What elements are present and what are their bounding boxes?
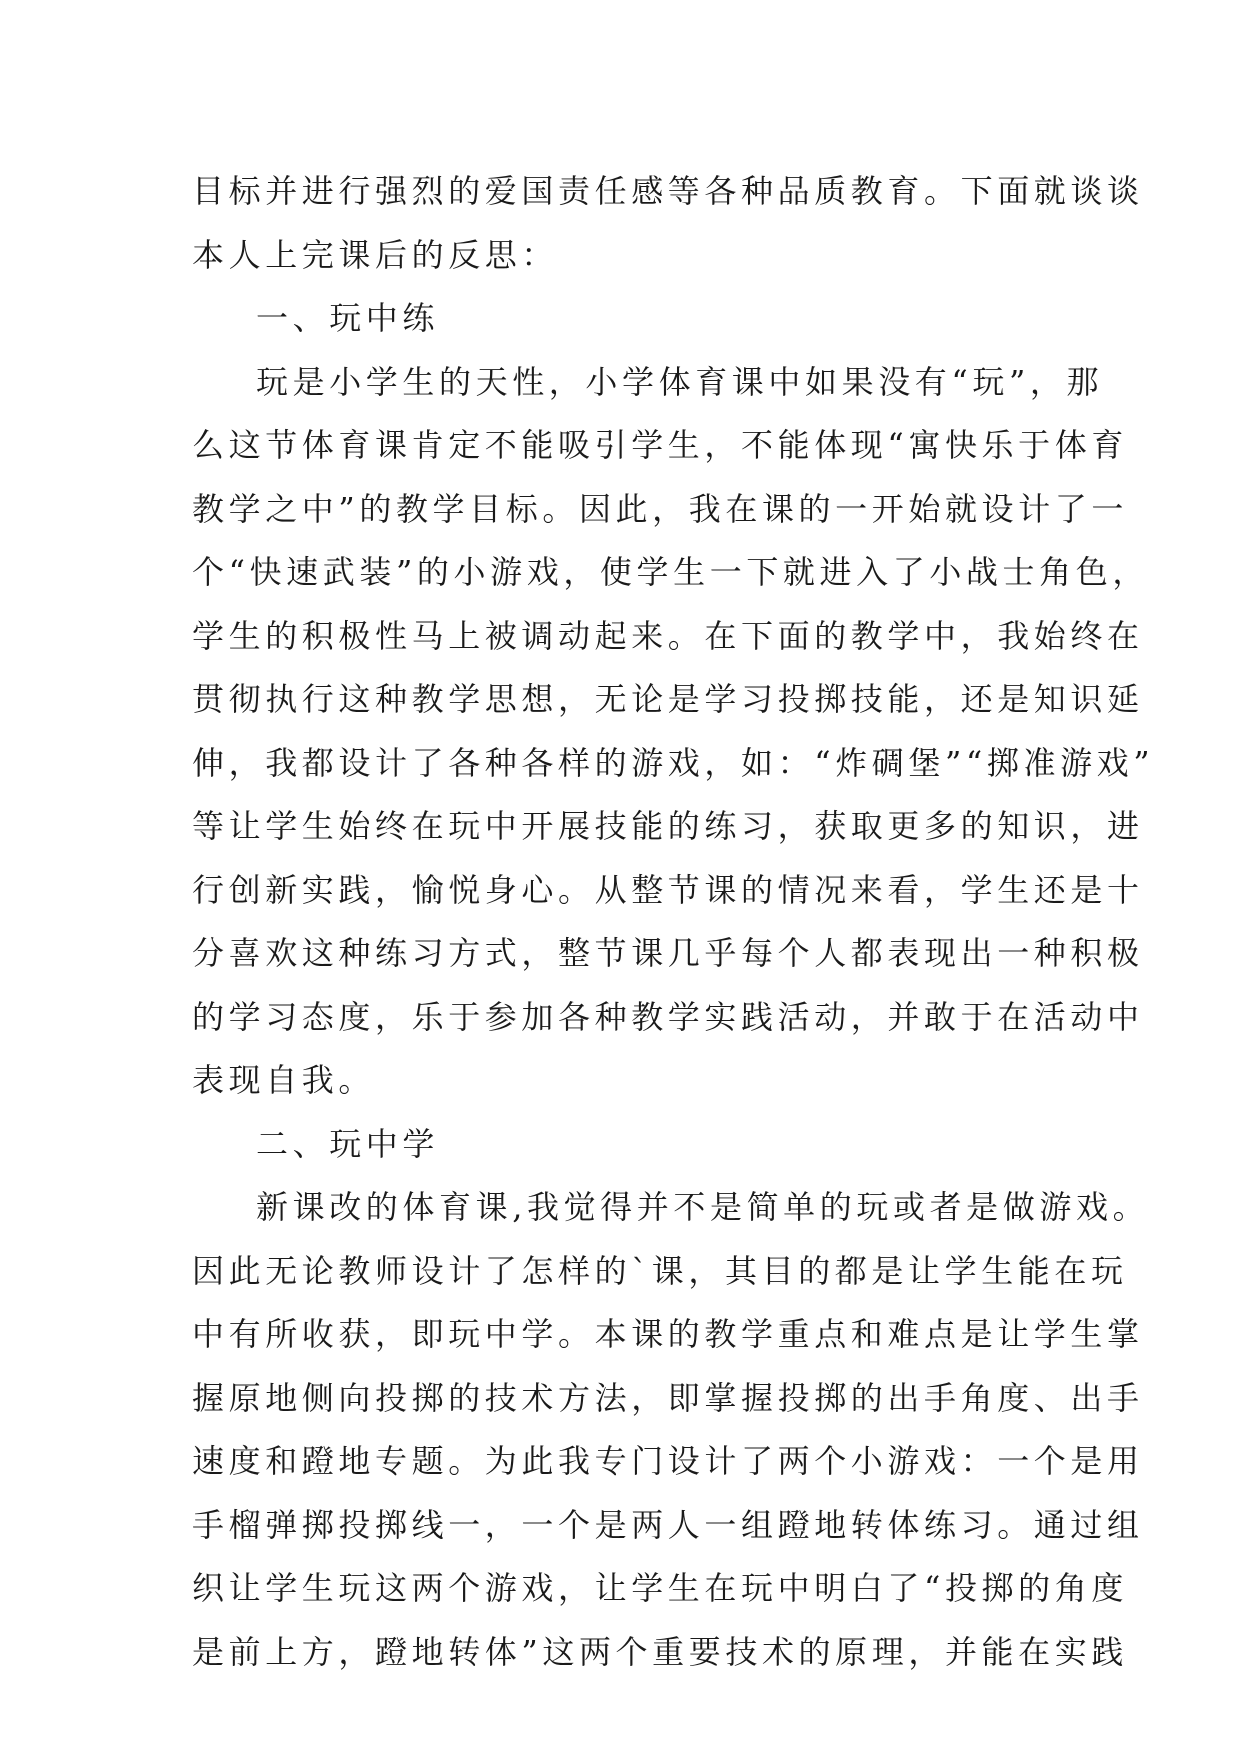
text-line: 目标并进行强烈的爱国责任感等各种品质教育。下面就谈谈 <box>192 172 1144 210</box>
body-text <box>192 160 1155 1684</box>
text-line: 是前上方，蹬地转体”这两个重要技术的原理，并能在实践 <box>192 1632 1128 1671</box>
text-line: 分喜欢这种练习方式，整节课几乎每个人都表现出一种积极 <box>192 934 1144 972</box>
text-line: 中有所收获，即玩中学。本课的教学重点和难点是让学生掌 <box>192 1315 1144 1353</box>
text-line: 新课改的体育课,我觉得并不是简单的玩或者是做游戏。 <box>256 1188 1150 1226</box>
text-line: 贯彻执行这种教学思想，无论是学习投掷技能，还是知识延 <box>192 680 1144 718</box>
text-line: 握原地侧向投掷的技术方法，即掌握投掷的出手角度、出手 <box>192 1378 1144 1417</box>
text-line: 等让学生始终在玩中开展技能的练习，获取更多的知识，进 <box>192 807 1144 845</box>
text-line: 因此无论教师设计了怎样的`课，其目的都是让学生能在玩 <box>192 1251 1128 1290</box>
text-line: 本人上完课后的反思： <box>192 235 559 274</box>
text-line: 二、玩中学 <box>256 1124 440 1163</box>
text-line: 表现自我。 <box>192 1061 376 1099</box>
text-line: 么这节体育课肯定不能吸引学生，不能体现“寓快乐于体育 <box>192 426 1128 464</box>
text-line: 手榴弹掷投掷线一，一个是两人一组蹬地转体练习。通过组 <box>192 1505 1144 1544</box>
text-line: 学生的积极性马上被调动起来。在下面的教学中，我始终在 <box>192 616 1144 655</box>
text-line: 个“快速武装”的小游戏，使学生一下就进入了小战士角色， <box>192 553 1149 591</box>
text-line: 的学习态度，乐于参加各种教学实践活动，并敢于在活动中 <box>192 997 1144 1036</box>
text-line: 玩是小学生的天性，小学体育课中如果没有“玩”，那 <box>256 362 1104 401</box>
text-line: 行创新实践，愉悦身心。从整节课的情况来看，学生还是十 <box>192 870 1144 909</box>
text-line: 伸，我都设计了各种各样的游戏，如：“炸碉堡”“掷准游戏” <box>192 743 1155 782</box>
text-line: 织让学生玩这两个游戏，让学生在玩中明白了“投掷的角度 <box>192 1569 1128 1607</box>
text-line: 速度和蹬地专题。为此我专门设计了两个小游戏：一个是用 <box>192 1442 1144 1480</box>
text-line: 教学之中”的教学目标。因此，我在课的一开始就设计了一 <box>192 489 1128 528</box>
text-line: 一、玩中练 <box>256 299 440 337</box>
